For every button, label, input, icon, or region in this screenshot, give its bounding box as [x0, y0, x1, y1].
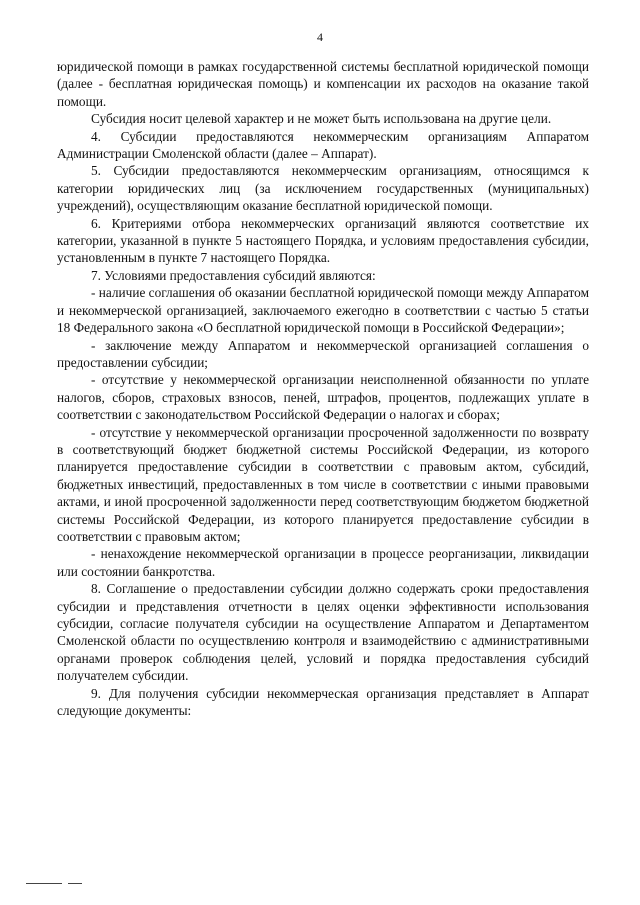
paragraph-item-7: 7. Условиями предоставления субсидий являются:: [91, 267, 376, 283]
condition-no-reorganization: - ненахождение некоммерческой организации в процессе реорганизации, ликвидации или состоянии банкротства.: [57, 546, 589, 579]
paragraph-continuation: юридической помощи в рамках государственной системы бесплатной юридической помощи (далее - бесплатная юридическая помощь) и компенсации их расходов на оказание такой помощи.: [57, 59, 589, 109]
condition-no-overdue-debt: - отсутствие у некоммерческой организации просроченной задолженности по возврату в соответствующий бюджет бюджетной системы Российской Федерации, из которого планируется предоставление субсидии в соответствии с правовым актом, субсидий, бюджетных инвестиций, предоставленных в том числе в соответствии с иными правовыми актами, и иной просроченной задолженности перед соответствующим бюджетом бюджетной системы Российской Федерации, из которого планируется предоставление субсидии в соответствии с правовым актом;: [57, 424, 589, 544]
document-body: [57, 58, 589, 719]
paragraph-item-9: 9. Для получения субсидии некоммерческая организация представляет в Аппарат следующие документы:: [57, 685, 589, 719]
paragraph-item-5: 5. Субсидии предоставляются некоммерческим организациям, относящимся к категории юридических лиц (за исключением государственных (муниципальных) учреждений), осуществляющим оказание бесплатной юридической помощи.: [57, 163, 589, 214]
condition-subsidy-agreement: - заключение между Аппаратом и некоммерческой организацией соглашения о предоставлении субсидии;: [57, 337, 589, 370]
paragraph-item-4: 4. Субсидии предоставляются некоммерческим организациям Аппаратом Администрации Смоленской области (далее – Аппарат).: [57, 128, 589, 162]
paragraph-item-6: 6. Критериями отбора некоммерческих организаций являются соответствие их категории, указанной в пункте 5 настоящего Порядка, и условиям предоставления субсидии, установленным в пункте 7 настоящего Порядка.: [57, 215, 589, 266]
footer-scan-mark: [26, 883, 86, 885]
paragraph-subsidy-purpose: Субсидия носит целевой характер и не может быть использована на другие цели.: [91, 111, 552, 127]
page-number: 4: [317, 30, 323, 44]
paragraph-item-8: 8. Соглашение о предоставлении субсидии должно содержать сроки предоставления субсидии и представления отчетности в целях оценки эффективности использования субсидии, согласие получателя субсидии на осуществление Аппаратом и Департаментом Смоленской области по осуществлению контроля и взаимодействию с административными органами проверок соблюдения целей, условий и порядка предоставления субсидий получателем субсидии.: [57, 581, 589, 684]
condition-agreement: - наличие соглашения об оказании бесплатной юридической помощи между Аппаратом и некоммерческой организацией, заключаемого ежегодно в соответствии с частью 5 статьи 18 Федерального закона «О бесплатной юридической помощи в Российской Федерации»;: [57, 285, 589, 336]
condition-no-tax-debt: - отсутствие у некоммерческой организации неисполненной обязанности по уплате налогов, сборов, страховых взносов, пеней, штрафов, процентов, подлежащих уплате в соответствии с законодательством Российской Федерации о налогах и сборах;: [57, 372, 589, 423]
